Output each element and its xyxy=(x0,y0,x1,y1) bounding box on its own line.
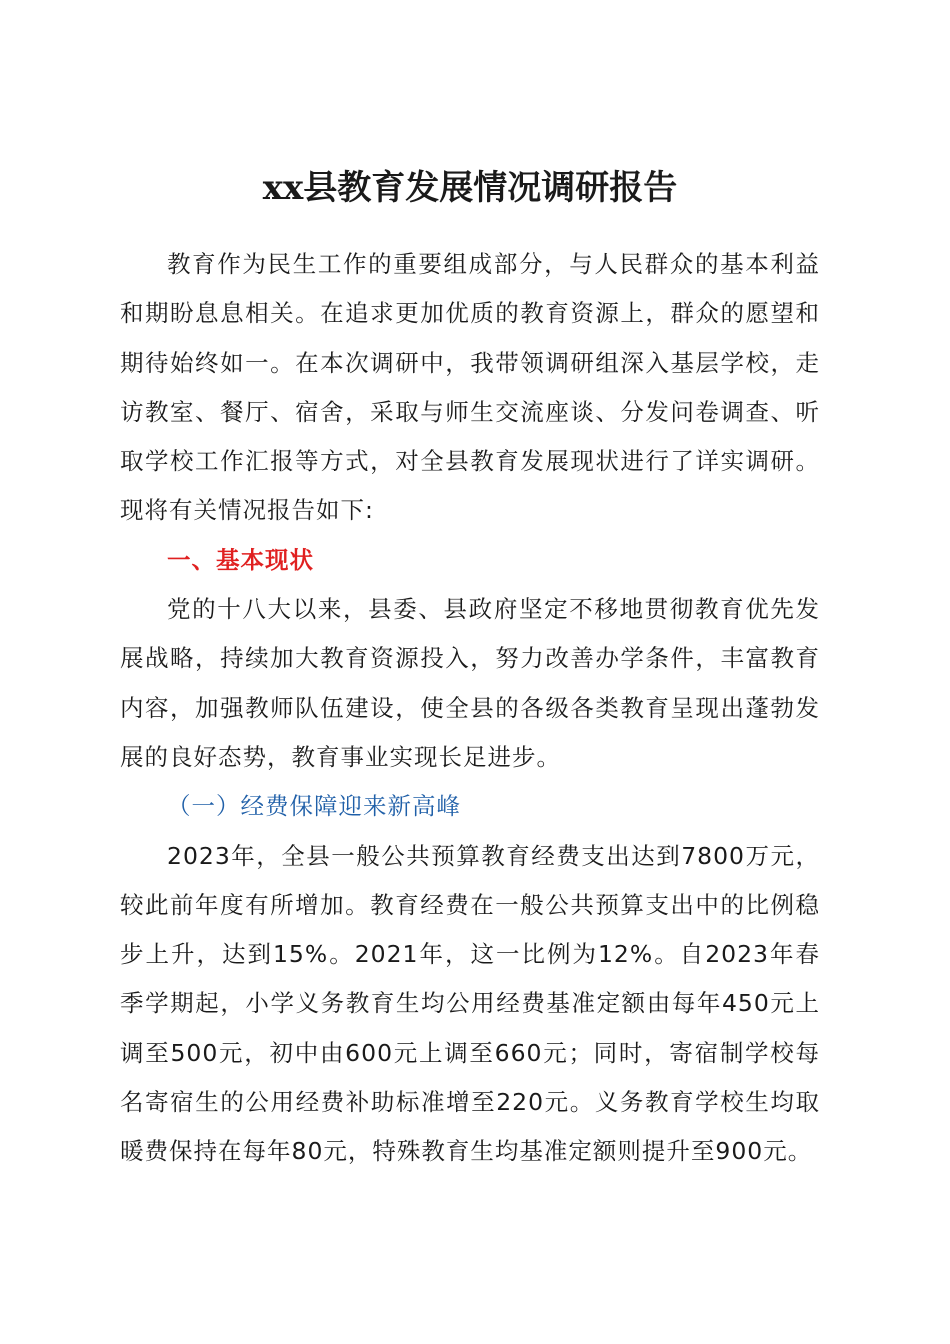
section-paragraph-basic-status: 党的十八大以来，县委、县政府坚定不移地贯彻教育优先发展战略，持续加大教育资源投入，努力改善办学条件，丰富教育内容，加强教师队伍建设，使全县的各级各类教育呈现出蓬勃发展的良好态势，教育事业实现长足进步。 xyxy=(120,595,820,771)
section-heading-basic-status: 一、基本现状 xyxy=(167,545,314,574)
subsection-paragraph-funding: 2023年，全县一般公共预算教育经费支出达到7800万元，较此前年度有所增加。教育经费在一般公共预算支出中的比例稳步上升，达到15%。2021年，这一比例为12%。自2023年春季学期起，小学义务教育生均公用经费基准定额由每年450元上调至500元，初中由600元上调至660元；同时，寄宿制学校每名寄宿生的公用经费补助标准增至220元。义务教育学校生均取暖费保持在每年80元，特殊教育生均基准定额则提升至900元。 xyxy=(120,841,820,1166)
document-title: xx县教育发展情况调研报告 xyxy=(262,168,678,208)
intro-paragraph: 教育作为民生工作的重要组成部分，与人民群众的基本利益和期盼息息相关。在追求更加优质的教育资源上，群众的愿望和期待始终如一。在本次调研中，我带领调研组深入基层学校，走访教室、餐厅、宿舍，采取与师生交流座谈、分发问卷调查、听取学校工作汇报等方式，对全县教育发展现状进行了详实调研。现将有关情况报告如下: xyxy=(120,250,820,525)
document-body xyxy=(120,240,820,1177)
subsection-heading-funding: （一）经费保障迎来新高峰 xyxy=(167,792,461,821)
